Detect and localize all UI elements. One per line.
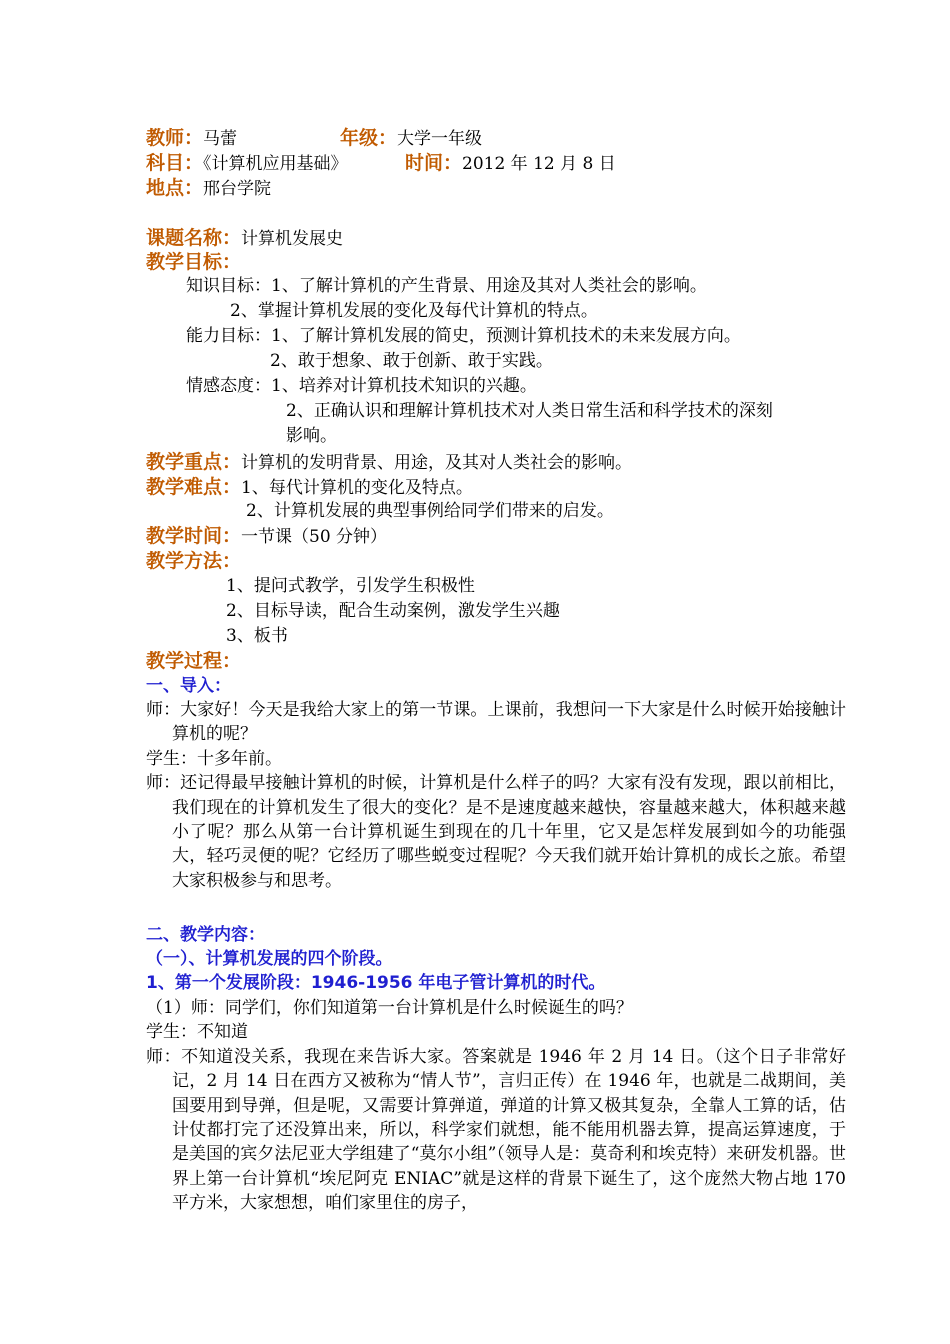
intro-section — [146, 698, 846, 893]
focus-label: 教学重点： — [146, 451, 242, 473]
stage1-paragraph: 师：不知道没关系，我现在来告诉大家。答案就是 1946 年 2 月 14 日。（这个日子非常好记，2 月 14 日在西方又被称为“情人节”，言归正传）在 1946 年，也就是二战期间，美国要用到导弹，但是呢，又需要计算弹道，弹道的计算又极其复杂，全靠人工算的话，估计仗都打完了还没算出来，所以，科学家们就想，能不能用机器去算，提高运算速度，于是美国的宾夕法尼亚大学组建了“莫尔小组”（领导人是：莫奇利和埃克特）来研发机器。世界上第一台计算机“埃尼阿克 ENIAC”就是这样的背景下诞生了，这个庞然大物占地 170 平方米，大家想想，咱们家里住的房子， — [146, 1046, 846, 1214]
goal-line: 2、敢于想象、敢于创新、敢于实践。 — [270, 351, 553, 371]
goal-line: 能力目标：1、了解计算机发展的简史，预测计算机技术的未来发展方向。 — [186, 326, 741, 346]
grade-label: 年级： — [340, 127, 398, 149]
methods-label-text: 教学方法： — [146, 550, 242, 572]
method-item: 3、板书 — [226, 626, 288, 646]
method-item: 2、目标导读，配合生动案例，激发学生兴趣 — [226, 601, 560, 621]
difficulty-row — [146, 475, 473, 500]
content-heading: 二、教学内容： — [146, 925, 265, 945]
duration-value: 一节课（50 分钟） — [241, 527, 388, 547]
place-value: 邢台学院 — [203, 179, 272, 199]
topic-value: 计算机发展史 — [241, 229, 344, 249]
time-label: 时间： — [405, 152, 463, 174]
teacher-row — [146, 126, 237, 151]
duration-label: 教学时间： — [146, 525, 242, 547]
stage1-paragraph: 学生：不知道 — [146, 1022, 248, 1043]
focus-row — [146, 450, 632, 475]
place-row — [146, 176, 271, 201]
goal-line: 2、正确认识和理解计算机技术对人类日常生活和科学技术的深刻 — [286, 401, 773, 421]
intro-paragraph: 师：大家好！今天是我给大家上的第一节课。上课前，我想问一下大家是什么时候开始接触计算机的呢？ — [146, 700, 846, 745]
subject-value: 《计算机应用基础》 — [203, 154, 348, 174]
sub-heading: （一）、计算机发展的四个阶段。 — [146, 949, 393, 969]
difficulty-label: 教学难点： — [146, 476, 242, 498]
methods-label — [146, 549, 241, 574]
intro-paragraph: 学生：十多年前。 — [146, 748, 282, 769]
intro-paragraph: 师：还记得最早接触计算机的时候，计算机是什么样子的吗？大家有没有发现，跟以前相比，我们现在的计算机发生了很大的变化？是不是速度越来越快，容量越来越大，体积越来越小了呢？那么从第一台计算机诞生到现在的几十年里，它又是怎样发展到如今的功能强大，轻巧灵便的呢？它经历了哪些蜕变过程呢？今天我们就开始计算机的成长之旅。希望大家积极参与和思考。 — [146, 773, 846, 891]
process-label — [146, 649, 241, 674]
intro-heading: 一、导入： — [146, 676, 231, 696]
focus-value: 计算机的发明背景、用途，及其对人类社会的影响。 — [241, 453, 633, 473]
grade-value: 大学一年级 — [397, 129, 483, 149]
topic-label: 课题名称： — [146, 227, 242, 249]
process-label-text: 教学过程： — [146, 650, 242, 672]
time-row — [405, 151, 616, 176]
place-label: 地点： — [146, 177, 204, 199]
stage1-section — [146, 996, 846, 1216]
stage1-heading: 1、第一个发展阶段：1946-1956 年电子管计算机的时代。 — [146, 973, 606, 993]
time-value: 2012 年 12 月 8 日 — [462, 154, 616, 174]
teacher-label: 教师： — [146, 127, 204, 149]
goals-label — [146, 250, 241, 275]
goals-label-text: 教学目标： — [146, 251, 242, 273]
subject-row — [146, 151, 348, 176]
method-item: 1、提问式教学，引发学生积极性 — [226, 576, 475, 596]
goal-line: 2、掌握计算机发展的变化及每代计算机的特点。 — [230, 301, 598, 321]
topic-row — [146, 226, 343, 251]
grade-row — [340, 126, 482, 151]
subject-label: 科目： — [146, 152, 204, 174]
difficulty-value: 1、每代计算机的变化及特点。 — [241, 478, 473, 498]
duration-row — [146, 524, 387, 549]
teacher-value: 马蕾 — [203, 129, 238, 149]
stage1-paragraph: （1）师：同学们，你们知道第一台计算机是什么时候诞生的吗？ — [146, 998, 633, 1018]
difficulty-line2: 2、计算机发展的典型事例给同学们带来的启发。 — [246, 501, 614, 521]
goal-line: 影响。 — [286, 426, 337, 446]
goal-line: 情感态度：1、培养对计算机技术知识的兴趣。 — [186, 376, 537, 396]
goal-line: 知识目标：1、了解计算机的产生背景、用途及其对人类社会的影响。 — [186, 276, 707, 296]
